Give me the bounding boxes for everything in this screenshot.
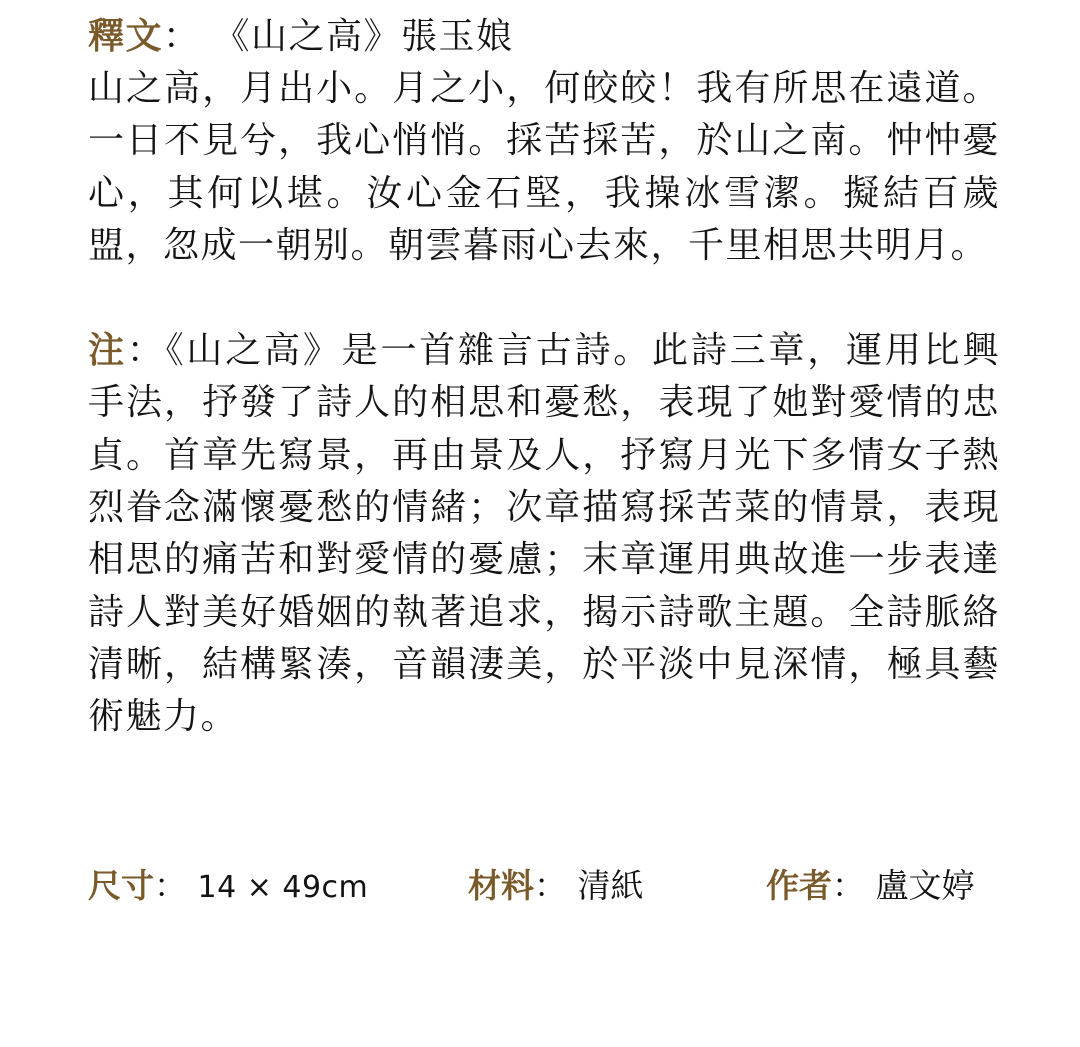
meta-author bbox=[766, 860, 975, 912]
material-colon: ： bbox=[534, 866, 567, 905]
transcription-colon: ： bbox=[163, 16, 201, 57]
document-page bbox=[88, 10, 1000, 744]
meta-material bbox=[468, 860, 644, 912]
section-spacer bbox=[88, 272, 1000, 324]
transcription-section bbox=[88, 10, 1000, 272]
size-value: 14 × 49cm bbox=[197, 870, 369, 905]
note-label: 注 bbox=[88, 329, 127, 372]
note-text: 《山之高》是一首雜言古詩。此詩三章，運用比興手法，抒發了詩人的相思和憂愁，表現了她對愛情的忠貞。首章先寫景，再由景及人，抒寫月光下多情女子熱烈眷念滿懷憂愁的情緒；次章描寫採苦菜的情景，表現相思的痛苦和對愛情的憂慮；末章運用典故進一步表達詩人對美好婚姻的執著追求，揭示詩歌主題。全詩脈絡清晰，結構緊湊，音韻淒美，於平淡中見深情，極具藝術魅力。 bbox=[88, 330, 1000, 738]
size-label: 尺寸 bbox=[88, 866, 154, 905]
note-section bbox=[88, 324, 1000, 743]
meta-size bbox=[88, 860, 368, 914]
author-colon: ： bbox=[832, 866, 865, 905]
size-colon: ： bbox=[154, 866, 187, 905]
poem-title: 《山之高》張玉娘 bbox=[213, 16, 514, 57]
author-label: 作者 bbox=[766, 866, 832, 905]
artwork-meta bbox=[88, 860, 1000, 912]
note-paragraph bbox=[88, 324, 1000, 743]
author-value: 盧文婷 bbox=[875, 866, 975, 905]
transcription-heading bbox=[88, 10, 1000, 63]
material-value: 清紙 bbox=[577, 866, 644, 905]
poem-text: 山之高，月出小。月之小，何皎皎！我有所思在遠道。一日不見兮，我心悄悄。採苦採苦，於山之南。忡忡憂心，其何以堪。汝心金石堅，我操冰雪潔。擬結百歲盟，忽成一朝别。朝雲暮雨心去來，千里相思共明月。 bbox=[88, 68, 1000, 266]
material-label: 材料 bbox=[468, 866, 534, 905]
transcription-label: 釋文 bbox=[88, 15, 164, 57]
note-colon: ： bbox=[126, 330, 166, 372]
